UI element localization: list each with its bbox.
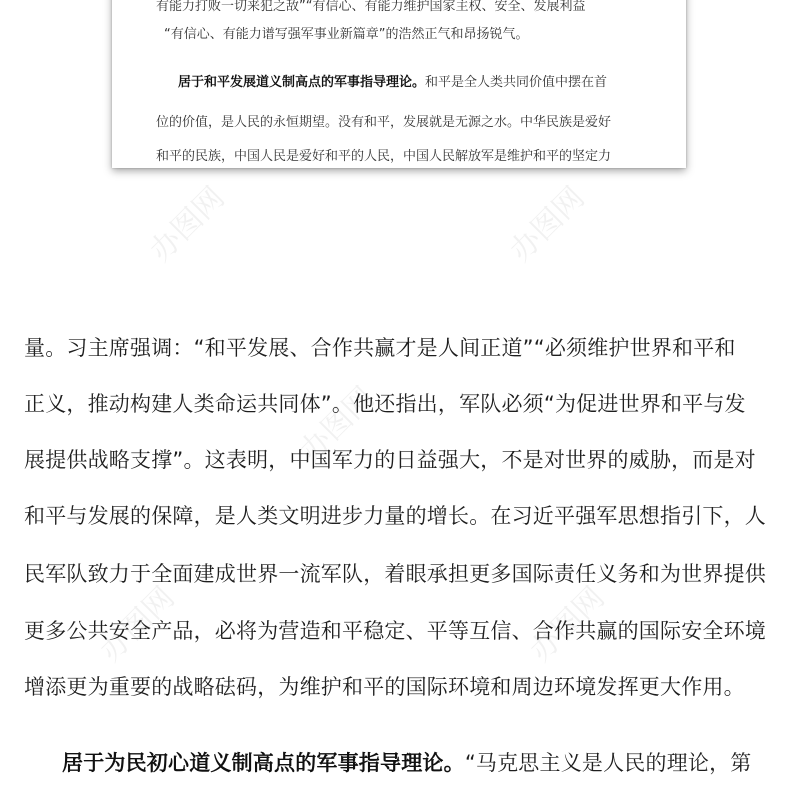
- watermark: 办图网: [523, 580, 612, 669]
- preview-card: [112, 0, 686, 168]
- preview-bold-heading: 居于和平发展道义制高点的军事指导理论。: [178, 75, 426, 90]
- preview-text-line: 位的价值，是人民的永恒期望。没有和平，发展就是无源之水。中华民族是爱好: [156, 115, 612, 130]
- preview-text-line: “有信心、有能力谱写强军事业新篇章”的浩然正气和昂扬锐气。: [164, 27, 529, 42]
- body-text-line: 正义，推动构建人类命运共同体”。他还指出，军队必须“为促进世界和平与发: [24, 392, 746, 416]
- body-text-line: 增添更为重要的战略砝码，为维护和平的国际环境和周边环境发挥更大作用。: [24, 675, 745, 699]
- preview-text-rest: 和平是全人类共同价值中摆在首: [425, 75, 608, 90]
- preview-text-line: 和平的民族，中国人民是爱好和平的人民，中国人民解放军是维护和平的坚定力: [156, 149, 612, 164]
- preview-text-line: 有能力打败一切来犯之敌”“有信心、有能力维护国家主权、安全、发展利益: [156, 0, 586, 14]
- body-text-line: 更多公共安全产品，必将为营造和平稳定、平等互信、合作共赢的国际安全环境: [24, 619, 766, 643]
- body-text-line: 展提供战略支撑”。这表明，中国军力的日益强大，不是对世界的威胁，而是对: [24, 448, 756, 472]
- section-heading: 居于为民初心道义制高点的军事指导理论。: [62, 751, 465, 775]
- body-text-line: 和平与发展的保障，是人类文明进步力量的增长。在习近平强军思想指引下，人: [24, 504, 766, 528]
- watermark: 办图网: [503, 180, 592, 269]
- preview-paragraph-start: [178, 74, 686, 92]
- body-text-line: 量。习主席强调：“和平发展、合作共赢才是人间正道”“必须维护世界和平和: [24, 336, 736, 360]
- body-text-line: 民军队致力于全面建成世界一流军队，着眼承担更多国际责任义务和为世界提供: [24, 562, 766, 586]
- body-paragraph-start: [62, 749, 780, 777]
- watermark: 办图网: [293, 380, 382, 469]
- watermark: 办图网: [143, 180, 232, 269]
- body-text-rest: “马克思主义是人民的理论，第: [464, 751, 752, 775]
- watermark: 办图网: [93, 580, 182, 669]
